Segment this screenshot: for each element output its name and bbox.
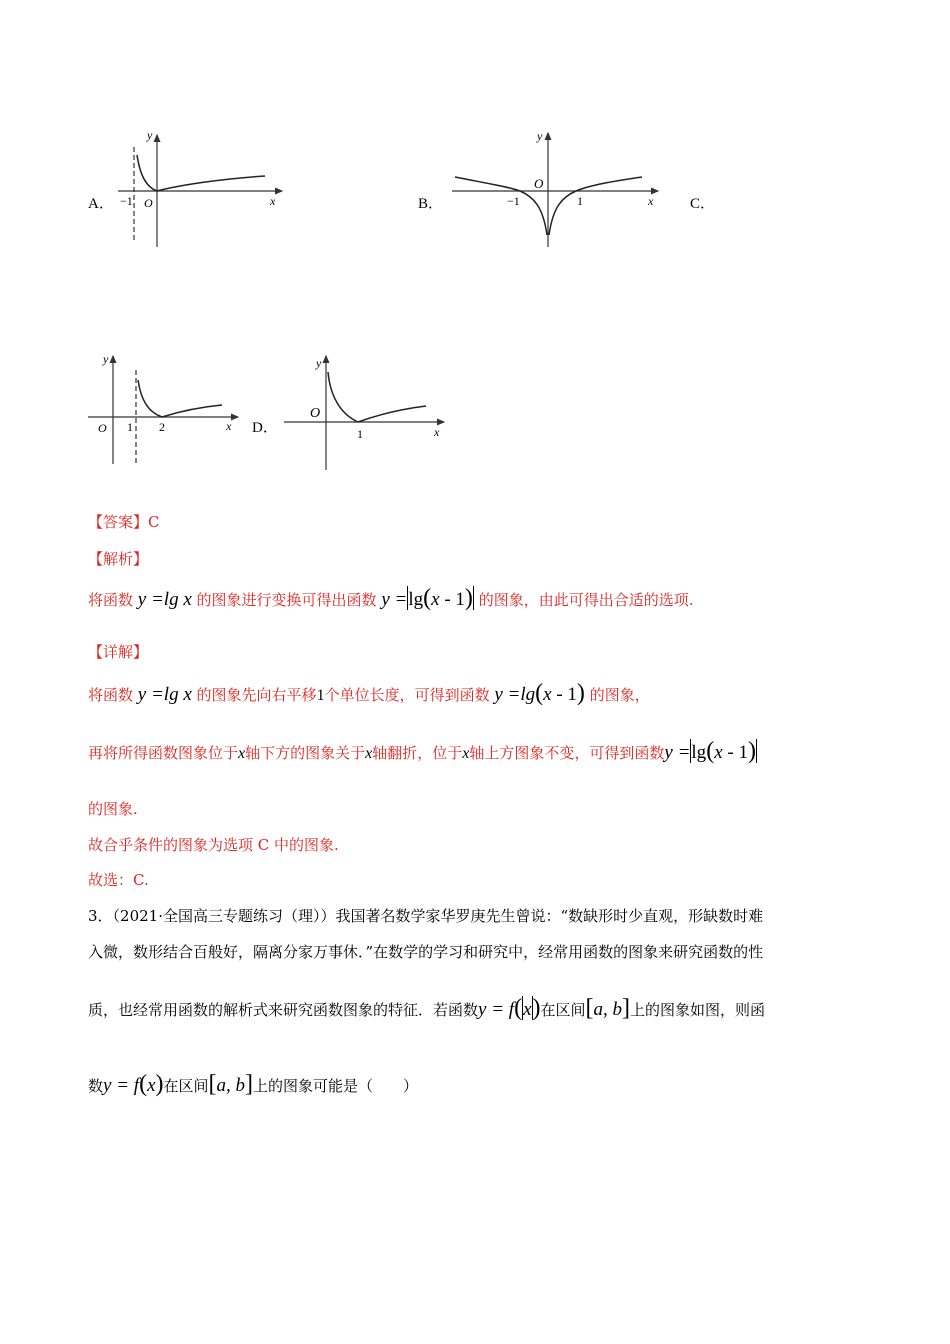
option-d-label: D． xyxy=(252,420,278,436)
tick-1: 1 xyxy=(127,420,133,434)
origin-label: O xyxy=(144,196,153,210)
origin-label: O xyxy=(534,176,544,191)
graph-d xyxy=(282,350,452,475)
option-b-label: B． xyxy=(418,196,444,212)
answer-value: C xyxy=(148,513,160,531)
formula-abs-lg: y =lg(x - 1) xyxy=(381,585,473,611)
formula-lgx: y =lg x xyxy=(137,589,192,610)
x-label: x xyxy=(648,194,654,208)
q3-line-2: 入微，数形结合百般好，隔离分家万事休．”在数学的学习和研究中，经常用函数的图象来研究函数的性 xyxy=(88,943,764,961)
graph-a xyxy=(110,125,290,250)
x-label: x xyxy=(270,194,276,208)
y-label: y xyxy=(537,129,543,143)
x-label: x xyxy=(226,419,232,433)
tick-neg1: −1 xyxy=(507,194,520,208)
graph-c xyxy=(86,350,246,470)
origin-label: O xyxy=(310,406,321,421)
curve xyxy=(137,155,265,191)
option-a-label: A． xyxy=(88,196,114,212)
q3-line-3: 质，也经常用函数的解析式来研究函数图象的特征．若函数y = f(x)在区间[a, b]上的图象如图，则函 xyxy=(88,995,766,1021)
answer-line xyxy=(88,511,160,532)
y-label: y xyxy=(316,356,322,370)
x-label: x xyxy=(434,425,440,439)
tick-1: 1 xyxy=(357,427,363,441)
curve-right xyxy=(549,177,642,235)
analysis-text: 将函数 y =lg x 的图象进行变换可得出函数 y =lg(x - 1) 的图象，由此可得出合适的选项. xyxy=(88,585,694,611)
y-label: y xyxy=(147,128,153,142)
detail-line-4: 故合乎条件的图象为选项 C 中的图象. xyxy=(88,836,339,854)
option-c-label: C． xyxy=(690,196,716,212)
q3-line-1: 3．（2021·全国高三专题练习（理））我国著名数学家华罗庚先生曾说：“数缺形时少直观，形缺数时难 xyxy=(88,907,764,925)
answer-label: 【答案】 xyxy=(88,513,149,531)
tick-neg1: −1 xyxy=(120,194,133,208)
detail-line-2: 再将所得函数图象位于x轴下方的图象关于x轴翻折，位于x轴上方图象不变，可得到函数y =lg(x - 1) xyxy=(88,738,756,764)
detail-line-3: 的图象. xyxy=(88,800,138,818)
q3-line-4: 数y = f(x)在区间[a, b]上的图象可能是（ ） xyxy=(88,1071,419,1097)
detail-line-1: 将函数 y =lg x 的图象先向右平移1个单位长度，可得到函数 y =lg(x - 1) 的图象， xyxy=(88,680,650,706)
curve xyxy=(138,380,222,417)
graph-b xyxy=(450,125,665,250)
detail-line-5: 故选：C. xyxy=(88,871,149,889)
tick-1: 1 xyxy=(577,194,583,208)
analysis-label: 【解析】 xyxy=(88,550,149,568)
tick-2: 2 xyxy=(159,420,165,434)
curve xyxy=(328,372,426,422)
origin-label: O xyxy=(98,421,107,435)
detail-label: 【详解】 xyxy=(88,643,149,661)
y-label: y xyxy=(103,352,109,366)
